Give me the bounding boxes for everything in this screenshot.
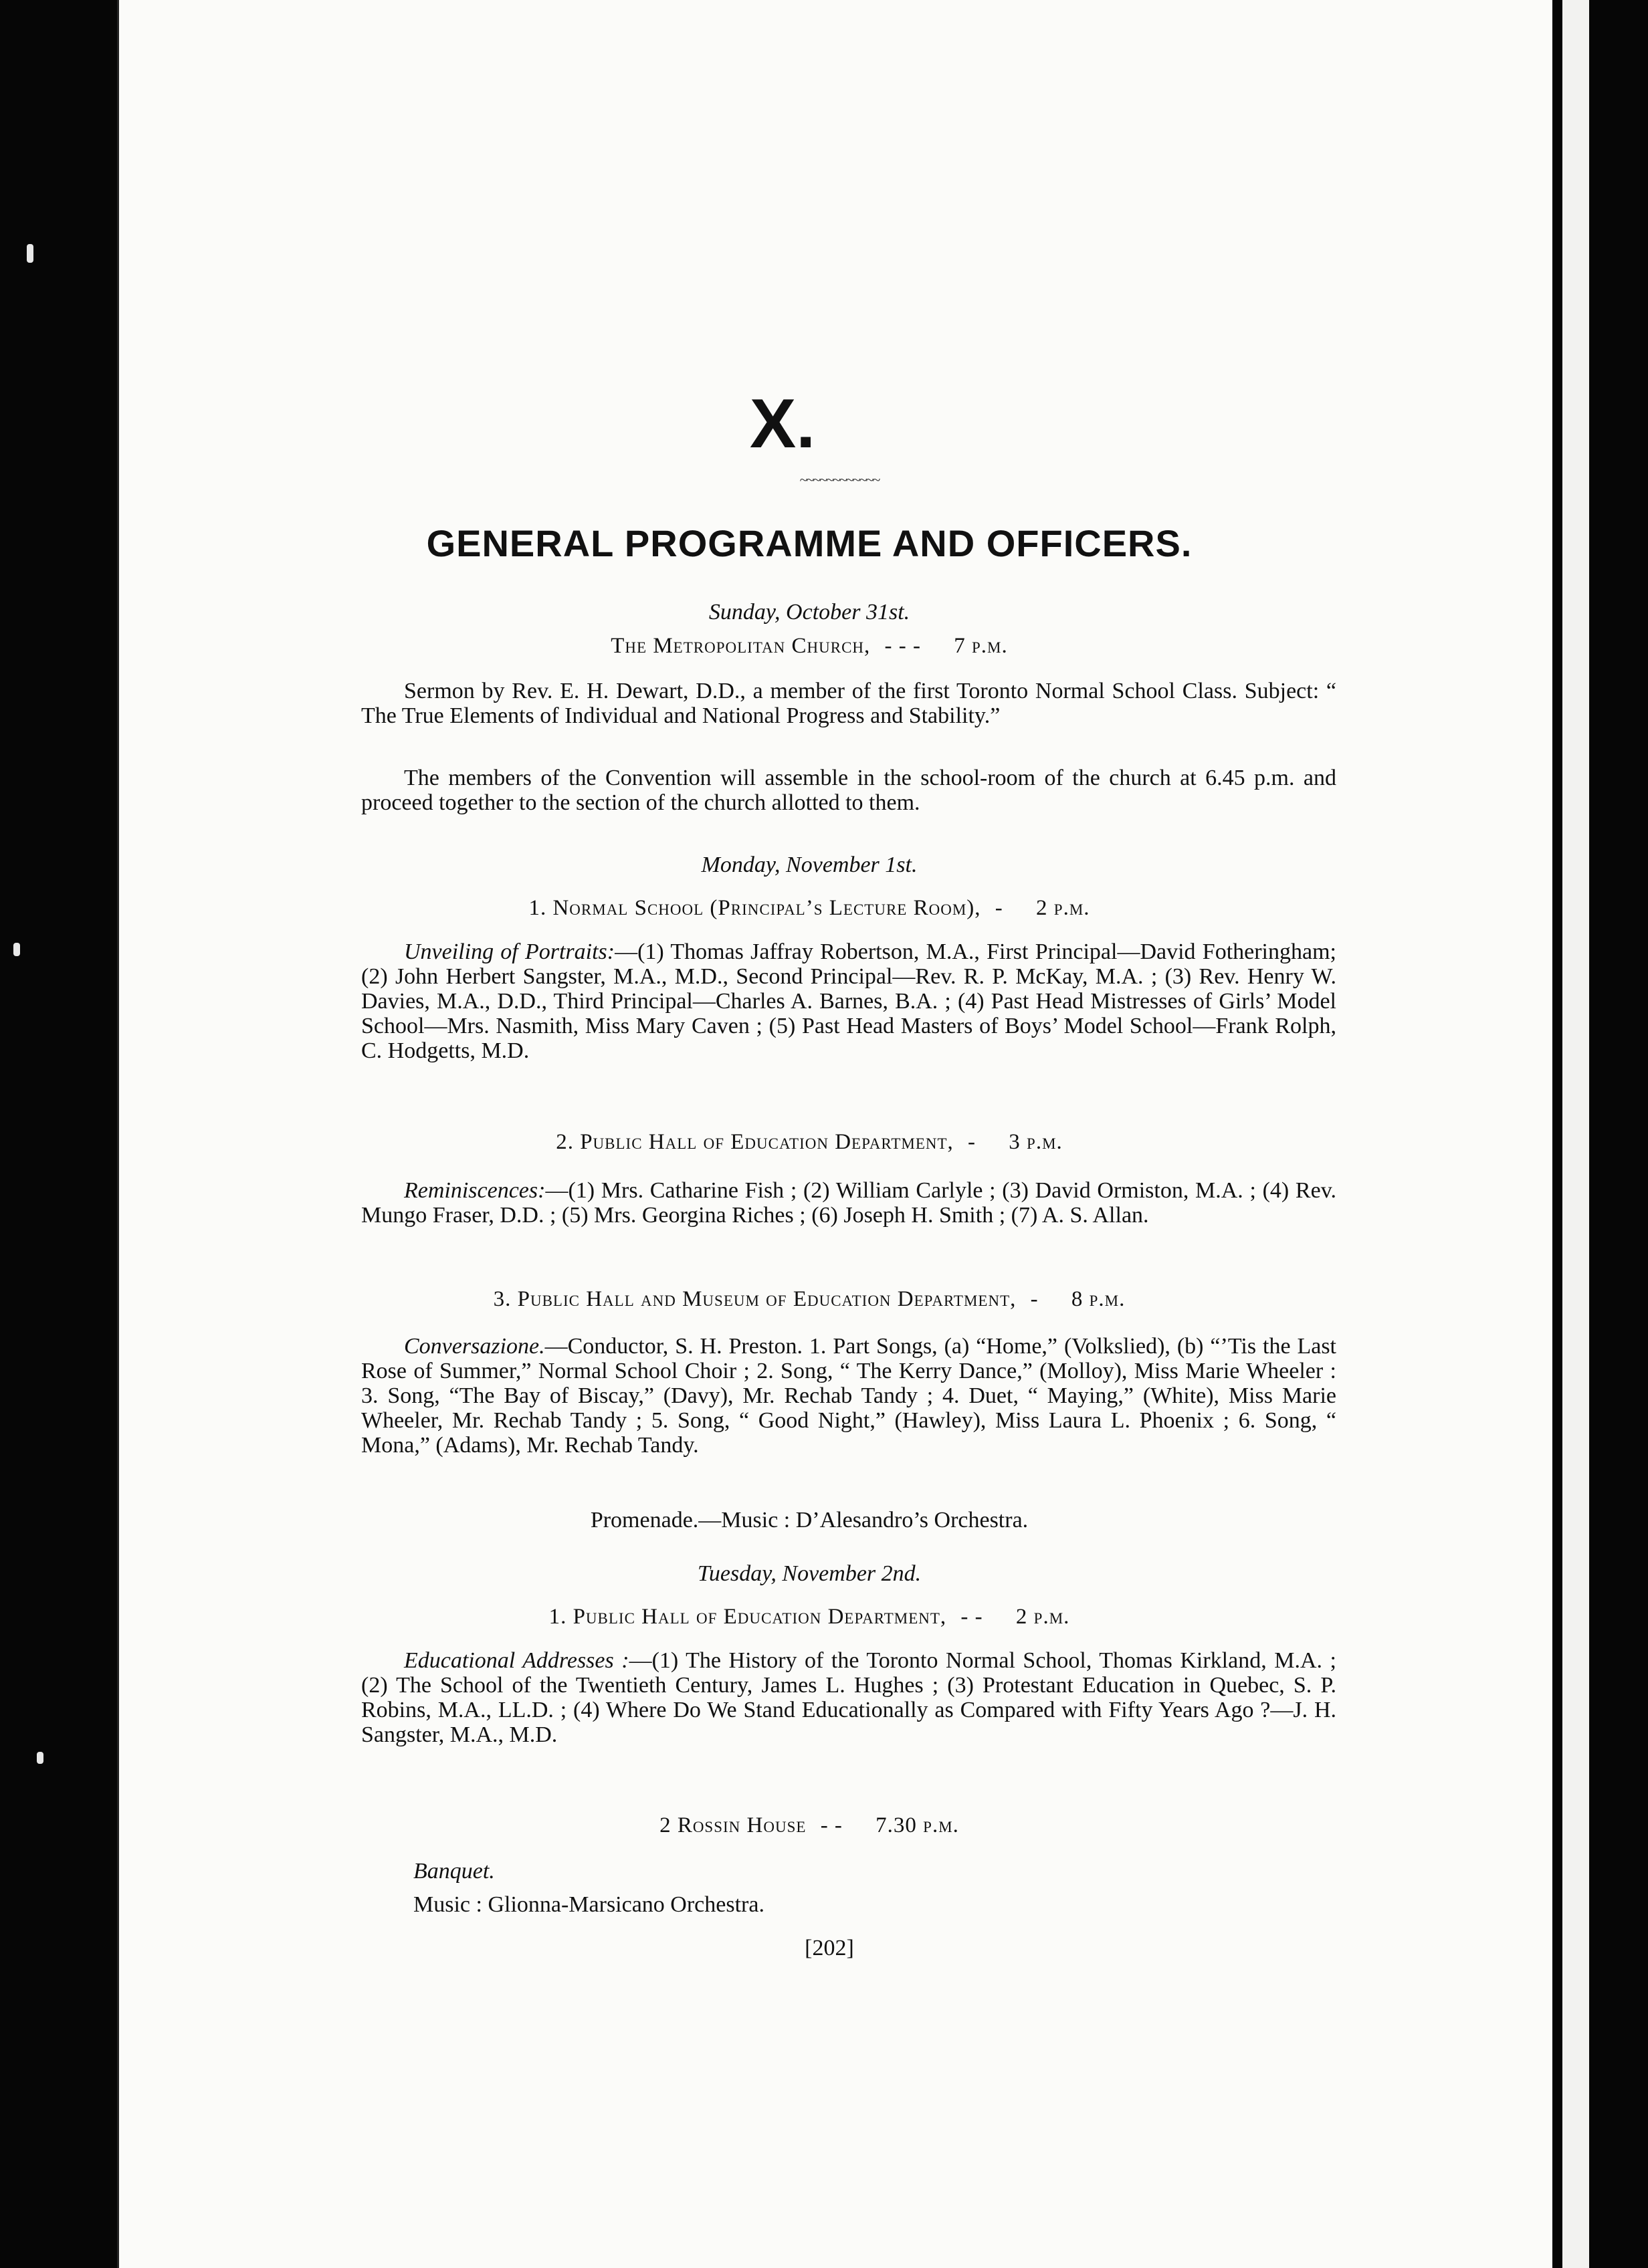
portraits-text: —(1) Thomas Jaffray Robertson, M.A., First Principal—David Fotheringham; (2) John Herbert Sangster, M.A., M.D., Second Principal—Rev. R. P. McKay, M.A. ; (3) Rev. Henry W. Davies, M.A., D.D., Third Principal—Charles A. Barnes, B.A. ; (4) Past Head Mistresses of Girls’ Model School—Mrs. Nasmith, Miss Mary Caven ; (5) Past Head Masters of Boys’ Model School—Frank Rolph, C. Hodgetts, M.D. <box>361 939 1336 1063</box>
event-place: 1. Public Hall of Education Department, <box>548 1605 947 1629</box>
assembly-paragraph: The members of the Convention will assemble in the school-room of the church at 6.45 p.m. and proceed together to the section of the church allotted to them. <box>361 766 1336 815</box>
page-number: [202] <box>805 1936 854 1960</box>
sermon-paragraph: Sermon by Rev. E. H. Dewart, D.D., a member of the first Toronto Normal School Class. Subject: “ The True Elements of Individual and National Progress and Stability.” <box>361 679 1336 728</box>
event-line-monday-3 <box>375 1287 1244 1312</box>
ornament-rule: ~~~~~~~~~~~~ <box>799 471 880 488</box>
addresses-paragraph <box>361 1648 1336 1747</box>
banquet-line: Banquet. <box>413 1859 495 1884</box>
event-line-tuesday-1 <box>375 1605 1244 1629</box>
scan-speck <box>37 1752 43 1764</box>
scan-border-left <box>0 0 117 2268</box>
event-time: 8 p.m. <box>1071 1287 1126 1311</box>
reminiscences-label: Reminiscences: <box>404 1178 546 1203</box>
promenade-line: Promenade.—Music : D’Alesandro’s Orchestra. <box>590 1508 1029 1533</box>
event-place: 2 Rossin House <box>659 1813 807 1837</box>
page-title: GENERAL PROGRAMME AND OFFICERS. <box>426 522 1193 564</box>
conversazione-text: —Conductor, S. H. Preston. 1. Part Songs, (a) “Home,” (Volkslied), (b) “’Tis the Last Rose of Summer,” Normal School Choir ; 2. Song, “ The Kerry Dance,” (Molloy), Miss Marie Wheeler : 3. Song, “The Bay of Biscay,” (Davy), Mr. Rechab Tandy ; 4. Duet, “ Maying,” (White), Miss Marie Wheeler, Mr. Rechab Tandy ; 5. Song, “ Good Night,” (Hawley), Miss Laura L. Phoenix ; 6. Song, “ Mona,” (Adams), Mr. Rechab Tandy. <box>361 1334 1336 1458</box>
event-place: The Metropolitan Church, <box>611 634 871 658</box>
conversazione-paragraph <box>361 1334 1336 1458</box>
event-dashes: - <box>968 1130 976 1154</box>
event-dashes: - - - <box>884 634 921 658</box>
event-dashes: - - <box>960 1605 983 1629</box>
reminiscences-paragraph <box>361 1178 1336 1228</box>
addresses-label: Educational Addresses : <box>404 1648 629 1673</box>
event-place: 1. Normal School (Principal’s Lecture Room), <box>528 896 981 920</box>
portraits-paragraph <box>361 939 1336 1063</box>
event-line-monday-2 <box>375 1130 1244 1155</box>
event-dashes: - <box>1030 1287 1039 1311</box>
event-dashes: - <box>995 896 1003 920</box>
day-heading-tuesday: Tuesday, November 2nd. <box>697 1561 922 1586</box>
event-dashes: - - <box>820 1813 843 1837</box>
chapter-numeral: X. <box>749 385 816 463</box>
event-line-tuesday-2 <box>375 1813 1244 1838</box>
addresses-text: —(1) The History of the Toronto Normal School, Thomas Kirkland, M.A. ; (2) The School of the Twentieth Century, James L. Hughes ; (3) Protestant Education in Quebec, S. P. Robins, M.A., LL.D. ; (4) Where Do We Stand Educationally as Compared with Fifty Years Ago ?—J. H. Sangster, M.A., M.D. <box>361 1648 1336 1747</box>
event-time: 3 p.m. <box>1009 1130 1063 1154</box>
event-place: 2. Public Hall of Education Department, <box>556 1130 954 1154</box>
scan-speck <box>13 943 20 956</box>
event-time: 7 p.m. <box>954 634 1008 658</box>
event-time: 2 p.m. <box>1015 1605 1070 1629</box>
event-line-monday-1 <box>375 896 1244 921</box>
reminiscences-text: —(1) Mrs. Catharine Fish ; (2) William Carlyle ; (3) David Ormiston, M.A. ; (4) Rev. Mungo Fraser, D.D. ; (5) Mrs. Georgina Riches ; (6) Joseph H. Smith ; (7) A. S. Allan. <box>361 1178 1336 1228</box>
conversazione-label: Conversazione. <box>404 1334 545 1359</box>
music-line: Music : Glionna-Marsicano Orchestra. <box>413 1892 764 1917</box>
portraits-label: Unveiling of Portraits: <box>404 939 615 964</box>
event-time: 7.30 p.m. <box>875 1813 959 1837</box>
day-heading-monday: Monday, November 1st. <box>701 853 918 877</box>
scan-speck <box>27 244 33 263</box>
event-line-sunday <box>375 634 1244 659</box>
event-place: 3. Public Hall and Museum of Education Department, <box>493 1287 1017 1311</box>
event-time: 2 p.m. <box>1036 896 1090 920</box>
day-heading-sunday: Sunday, October 31st. <box>708 600 910 625</box>
scan-right-strip <box>1562 0 1589 2268</box>
